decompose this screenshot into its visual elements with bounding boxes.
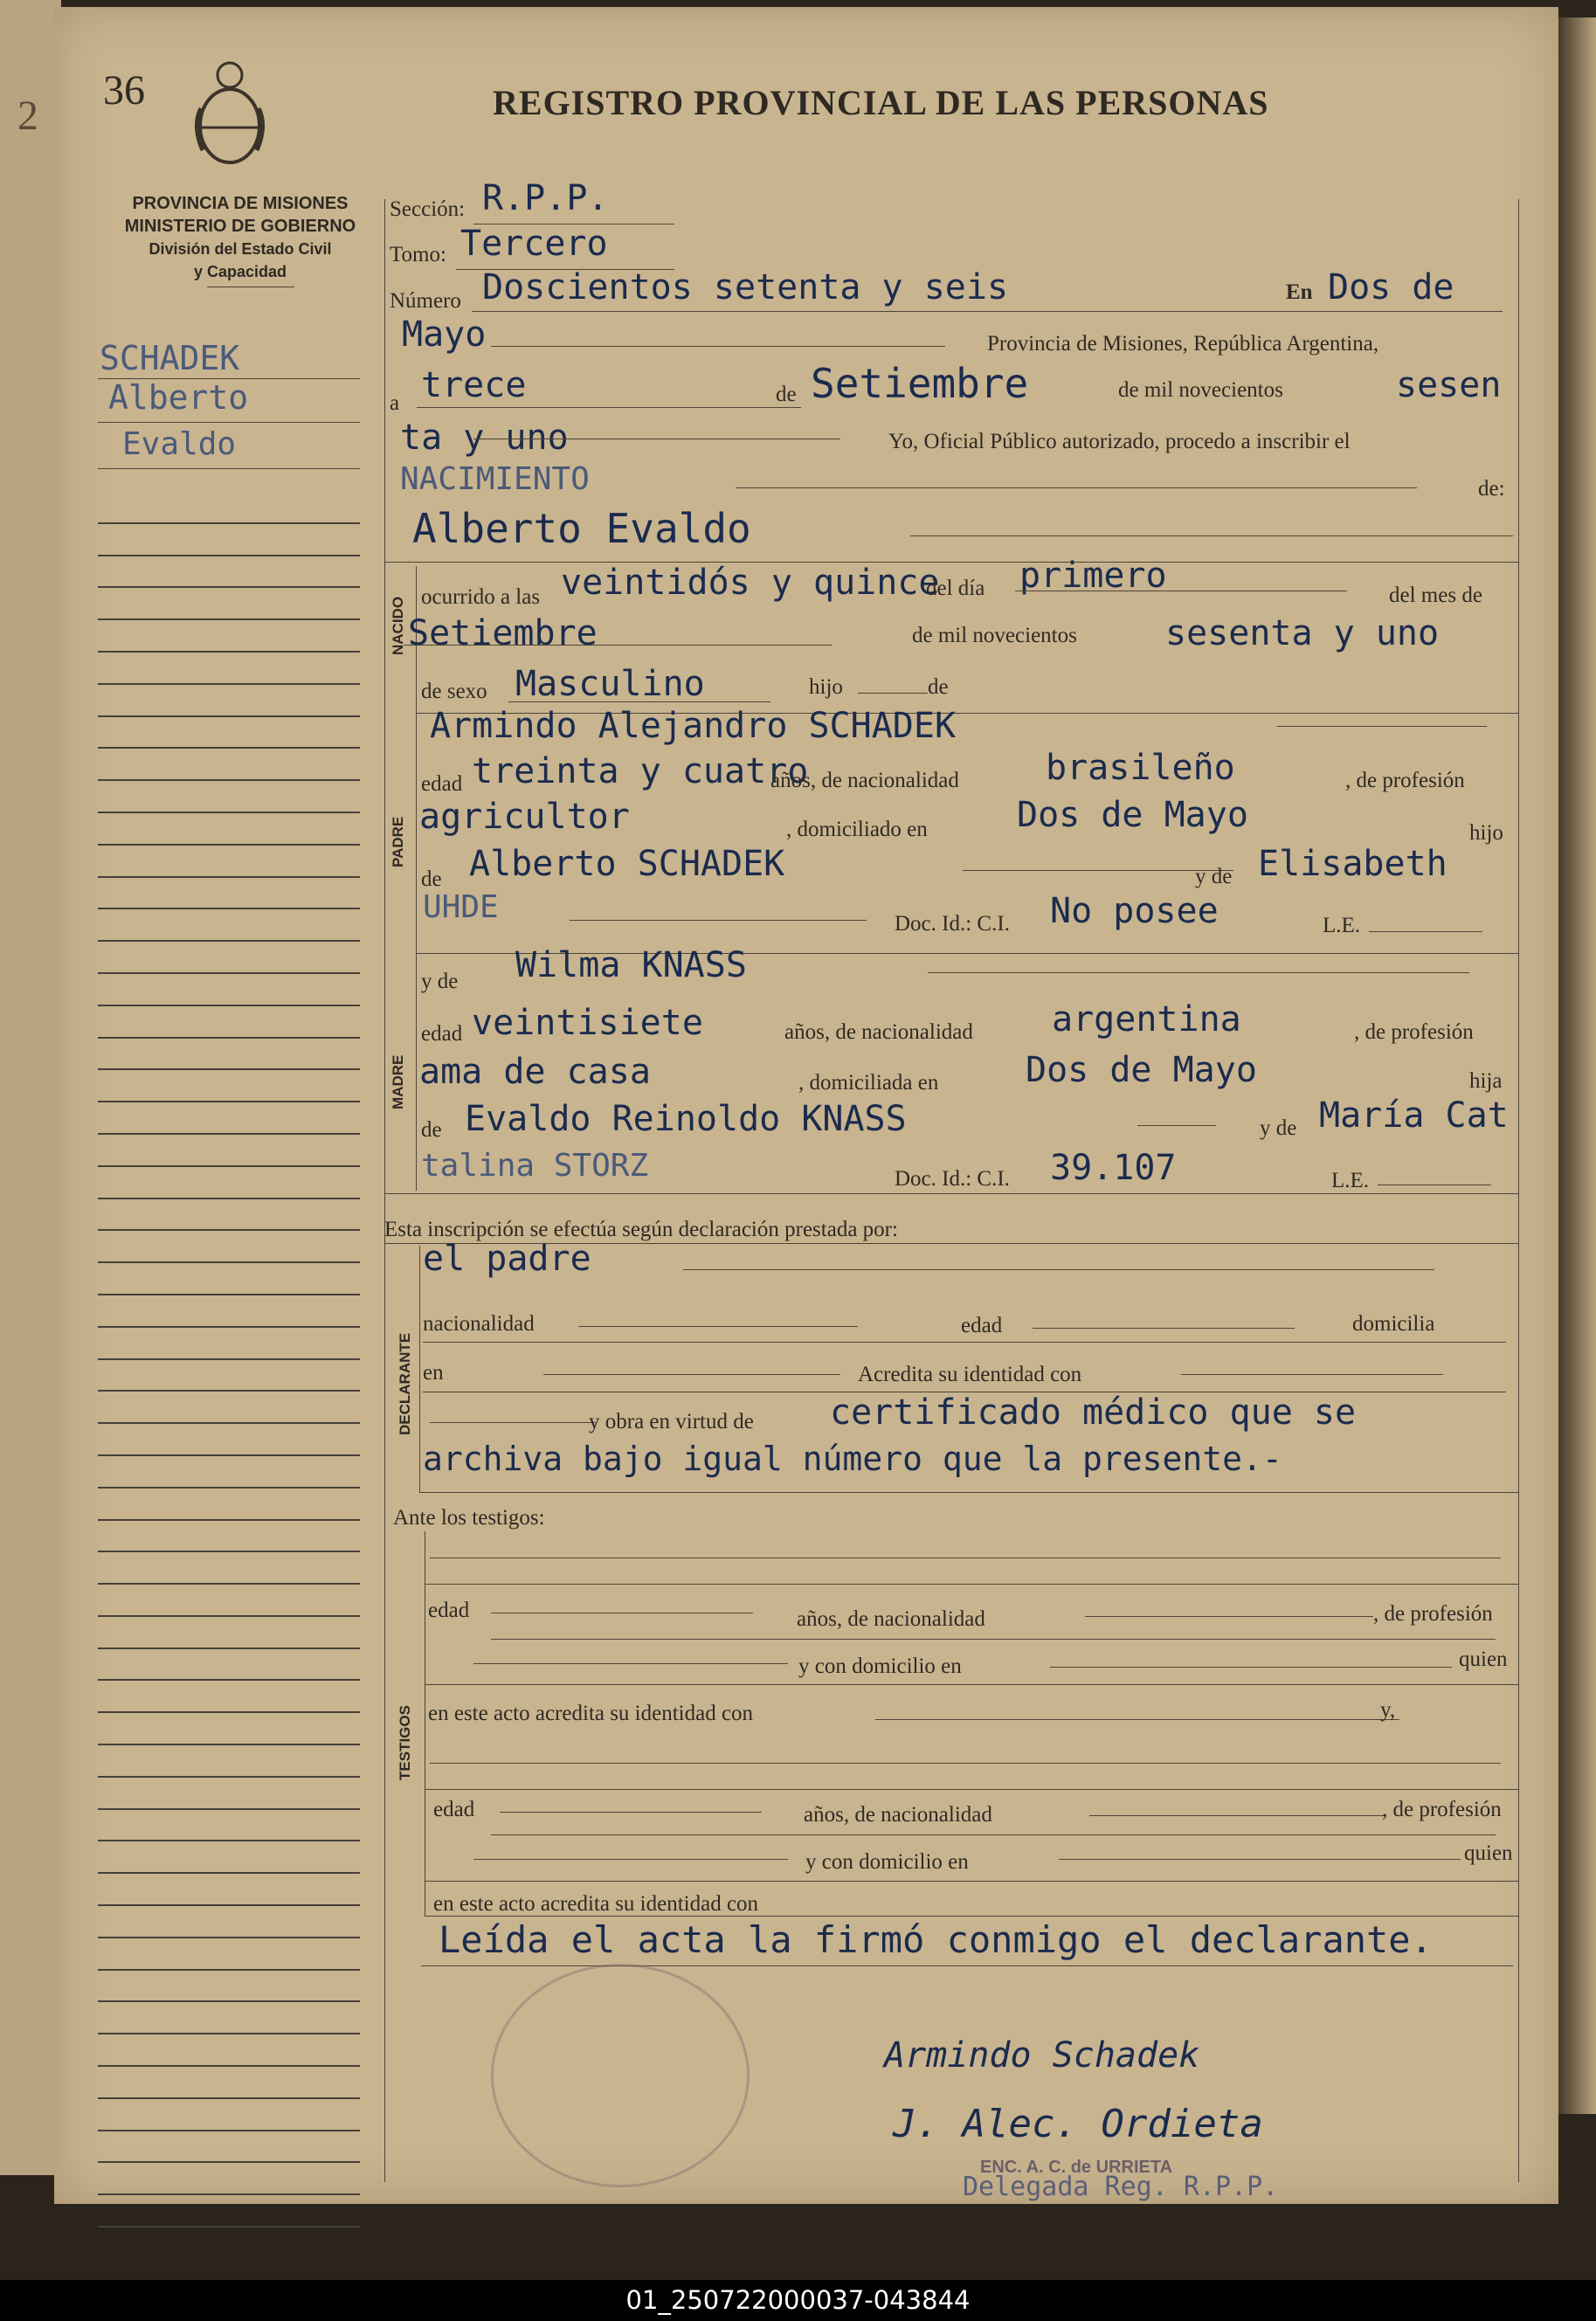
act-type: NACIMIENTO (400, 461, 590, 497)
declarante-en-label: en (423, 1361, 444, 1385)
madre-side-label: MADRE (390, 1054, 406, 1109)
place-line (491, 346, 945, 347)
authority-line-ministry: MINISTERIO DE GOBIERNO (124, 217, 356, 236)
madre-name: Wilma KNASS (515, 945, 747, 985)
a-label: a (390, 391, 400, 415)
testigo-1-prof-label: , de profesión (1373, 1602, 1493, 1626)
testigo-2-acredita-label: en este acto acredita su identidad con (433, 1892, 759, 1916)
oficial-text: Yo, Oficial Público autorizado, procedo a inscribir el (888, 430, 1351, 453)
page-number: 36 (103, 67, 145, 114)
place-value-a: Dos de (1328, 267, 1454, 307)
madre-doc-value: 39.107 (1050, 1148, 1177, 1188)
child-name: Alberto Evaldo (412, 505, 751, 552)
tomo-label: Tomo: (390, 243, 446, 266)
authority-line-province: PROVINCIA DE MISIONES (132, 194, 349, 213)
madre-name-line (928, 972, 1469, 973)
seccion-label: Sección: (390, 197, 466, 221)
padre-y-de-label: y de (1195, 865, 1233, 888)
hour-value: veintidós y quince (561, 563, 940, 603)
declarante-nac-label: nacionalidad (423, 1312, 535, 1336)
madre-mother-name-a: María Cat (1319, 1095, 1509, 1136)
padre-doc-value: No posee (1050, 891, 1219, 931)
declarante-obra-blank (430, 1422, 596, 1423)
madre-edad-value: veintisiete (472, 1003, 703, 1043)
testigo-2-top-line (425, 1789, 1518, 1790)
testigo-2-edad-label: edad (433, 1798, 475, 1821)
declarante-edad-line (1033, 1328, 1295, 1329)
declarante-row-line (423, 1342, 1506, 1343)
madre-y-de-label: y de (421, 970, 459, 993)
padre-edad-label: edad (421, 772, 463, 796)
declarante-obra-label: y obra en virtud de (589, 1410, 754, 1433)
register-title: REGISTRO PROVINCIAL DE LAS PERSONAS (493, 83, 1269, 122)
authority-block (96, 192, 384, 283)
testigo-1-quien-label: quien (1459, 1647, 1508, 1671)
form-right-border (1518, 199, 1519, 2182)
del-dia-label: del día (926, 577, 985, 600)
testigo-2-dom-line (1059, 1859, 1461, 1860)
margin-ruled-lines (98, 492, 360, 2228)
madre-hija-label: hija (1469, 1069, 1503, 1093)
padre-prof-value: agricultor (419, 797, 630, 837)
sexo-line (508, 701, 770, 702)
declaracion-intro: Esta inscripción se efectúa según declaración prestada por: (384, 1218, 898, 1241)
padre-nac-label: años, de nacionalidad (770, 769, 959, 792)
ocurrido-label: ocurrido a las (421, 585, 541, 609)
madre-edad-label: edad (421, 1022, 463, 1046)
year-prefix: de mil novecientos (1118, 378, 1283, 402)
testigo-1-row-line-2 (425, 1684, 1518, 1685)
margin-given-name-1: Alberto (108, 378, 249, 417)
testigo-2-edad-line (500, 1812, 762, 1813)
nacido-year-value: sesenta y uno (1165, 613, 1440, 653)
day-value: trece (421, 365, 527, 405)
margin-line (98, 378, 360, 379)
official-stamp-title: Delegada Reg. R.P.P. (963, 2172, 1279, 2202)
year-value-a: sesen (1396, 365, 1502, 405)
declarante-obra-value-b: archiva bajo igual número que la presente.- (423, 1440, 1282, 1478)
testigo-2-row-line (491, 1834, 1496, 1835)
padre-prof-label: , de profesión (1345, 769, 1465, 792)
madre-de-label: de (421, 1118, 442, 1142)
declarante-bottom-line (419, 1492, 1518, 1493)
declarante-acredita-line (1181, 1374, 1443, 1375)
padre-name: Armindo Alejandro SCHADEK (430, 706, 957, 746)
madre-nac-value: argentina (1052, 999, 1241, 1040)
declarante-value-line (683, 1269, 1434, 1270)
declarante-side-label: DECLARANTE (397, 1332, 413, 1435)
image-caption: 01_250722000037-043844 (0, 2280, 1596, 2321)
madre-doc-label: Doc. Id.: C.I. (895, 1167, 1010, 1191)
padre-hijo-label: hijo (1469, 821, 1503, 845)
declarante-en-line (543, 1374, 840, 1375)
seccion-value: R.P.P. (482, 178, 609, 218)
en-label: En (1286, 280, 1313, 304)
testigo-2-nac-label: años, de nacionalidad (804, 1803, 992, 1827)
del-mes-label: del mes de (1389, 584, 1482, 607)
padre-de-label: de (421, 867, 442, 891)
testigo-1-prof-blank (473, 1663, 788, 1664)
month-value: Setiembre (811, 360, 1029, 407)
padre-dom-value: Dos de Mayo (1017, 795, 1248, 835)
numero-value: Doscientos setenta y seis (482, 267, 1009, 307)
testigo-2-name-line (430, 1763, 1501, 1764)
sexo-value: Masculino (515, 664, 705, 704)
testigos-bottom-line (425, 1916, 1518, 1917)
section-divider (384, 562, 1518, 563)
provincia-text: Provincia de Misiones, República Argentina, (987, 332, 1379, 356)
padre-nac-value: brasileño (1046, 748, 1235, 788)
declarante-obra-value-a: certificado médico que se (830, 1392, 1357, 1433)
hijo-line (858, 693, 928, 694)
declarante-inner-border (419, 1246, 420, 1493)
hijo-label: hijo (809, 675, 843, 699)
madre-prof-value: ama de casa (419, 1052, 651, 1092)
testigo-1-row-line (491, 1639, 1496, 1640)
signature-official: J. Alec. Ordieta (893, 2102, 1263, 2146)
padre-mother-name-a: Elisabeth (1258, 844, 1447, 884)
nacido-month-value: Setiembre (408, 613, 598, 653)
madre-inner-border (416, 955, 417, 1191)
authority-line-division: División del Estado Civil (149, 240, 332, 258)
madre-dom-value: Dos de Mayo (1026, 1050, 1257, 1090)
testigo-1-top-line (425, 1584, 1518, 1585)
padre-father-name: Alberto SCHADEK (469, 844, 785, 884)
sexo-label: de sexo (421, 680, 487, 703)
declarante-acredita-label: Acredita su identidad con (858, 1363, 1082, 1386)
next-page-edge (1555, 17, 1596, 2114)
declarante-nac-line (578, 1326, 858, 1327)
testigo-2-nac-line (1089, 1815, 1386, 1816)
padre-doc-label: Doc. Id.: C.I. (895, 912, 1010, 936)
testigo-1-acredita-label: en este acto acredita su identidad con (428, 1702, 754, 1725)
padre-father-line (963, 870, 1233, 871)
margin-line (98, 422, 360, 423)
official-seal (491, 1964, 750, 2187)
madre-prof-label: , de profesión (1354, 1020, 1474, 1044)
padre-name-line (1277, 726, 1487, 727)
coat-of-arms-icon (190, 56, 269, 169)
testigo-2-row-line-2 (425, 1881, 1518, 1882)
testigo-2-dom-label: y con domicilio en (805, 1850, 969, 1874)
closing-text: Leída el acta la firmó conmigo el declarante. (439, 1918, 1433, 1961)
authority-line-capacity: y Capacidad (193, 263, 287, 280)
testigos-intro: Ante los testigos: (393, 1506, 545, 1530)
nacido-de-label: de (928, 675, 949, 699)
testigo-2-quien-label: quien (1464, 1841, 1513, 1865)
official-stamp: ENC. A. C. de URRIETA (980, 2158, 1173, 2177)
declarante-value: el padre (423, 1239, 591, 1279)
padre-mother-name-b: UHDE (423, 889, 499, 925)
madre-y-de-2-label: y de (1260, 1116, 1297, 1140)
child-name-line (910, 535, 1513, 536)
madre-bottom-line (384, 1193, 1518, 1194)
padre-edad-value: treinta y cuatro (472, 751, 809, 791)
madre-dom-label: , domiciliada en (798, 1071, 939, 1095)
padre-mother-line (570, 920, 867, 921)
margin-surname: SCHADEK (100, 339, 240, 377)
closing-line (421, 1965, 1513, 1966)
year-value-b: ta y uno (400, 418, 569, 458)
padre-dom-label: , domiciliado en (786, 818, 928, 841)
declarante-domicilia-label: domicilia (1352, 1312, 1435, 1336)
tomo-value: Tercero (460, 224, 608, 264)
madre-mother-name-b: talina STORZ (421, 1148, 649, 1184)
act-type-line (736, 487, 1417, 488)
testigo-2-prof-label: , de profesión (1382, 1798, 1502, 1821)
padre-le-label: L.E. (1323, 914, 1361, 937)
previous-page-edge (0, 0, 61, 2175)
de-label: de (776, 383, 797, 406)
nacido-side-label: NACIDO (390, 596, 406, 655)
testigo-1-dom-label: y con domicilio en (798, 1654, 962, 1678)
nacido-day-value: primero (1019, 556, 1167, 596)
nacido-month-line (404, 645, 832, 646)
de-colon-label: de: (1478, 477, 1505, 501)
madre-le-label: L.E. (1331, 1169, 1370, 1192)
padre-le-line (1369, 931, 1482, 932)
numero-line (472, 311, 1503, 312)
day-line (417, 407, 801, 408)
testigo-1-edad-label: edad (428, 1599, 470, 1622)
place-value-b: Mayo (402, 314, 487, 355)
testigo-1-y-label: y, (1380, 1698, 1396, 1722)
madre-nac-label: años, de nacionalidad (784, 1020, 973, 1044)
margin-line (98, 468, 360, 469)
padre-side-label: PADRE (390, 816, 406, 867)
nacido-year-prefix: de mil novecientos (912, 624, 1077, 647)
declarante-edad-label: edad (961, 1314, 1003, 1337)
madre-father-name: Evaldo Reinoldo KNASS (465, 1099, 907, 1139)
testigos-side-label: TESTIGOS (397, 1705, 413, 1780)
numero-label: Número (390, 289, 461, 313)
register-page (54, 7, 1558, 2204)
madre-father-line (1137, 1125, 1216, 1126)
testigo-2-prof-blank (473, 1859, 788, 1860)
testigo-1-acredita-line (875, 1719, 1399, 1720)
form-left-border (384, 199, 385, 2182)
signature-declarant: Armindo Schadek (884, 2035, 1200, 2076)
padre-inner-border (416, 715, 417, 955)
testigo-1-nac-label: años, de nacionalidad (797, 1607, 985, 1631)
previous-page-number: 2 (17, 93, 38, 139)
margin-given-name-2: Evaldo (122, 426, 237, 462)
testigo-1-dom-line (1050, 1667, 1452, 1668)
testigo-1-nac-line (1085, 1616, 1373, 1617)
